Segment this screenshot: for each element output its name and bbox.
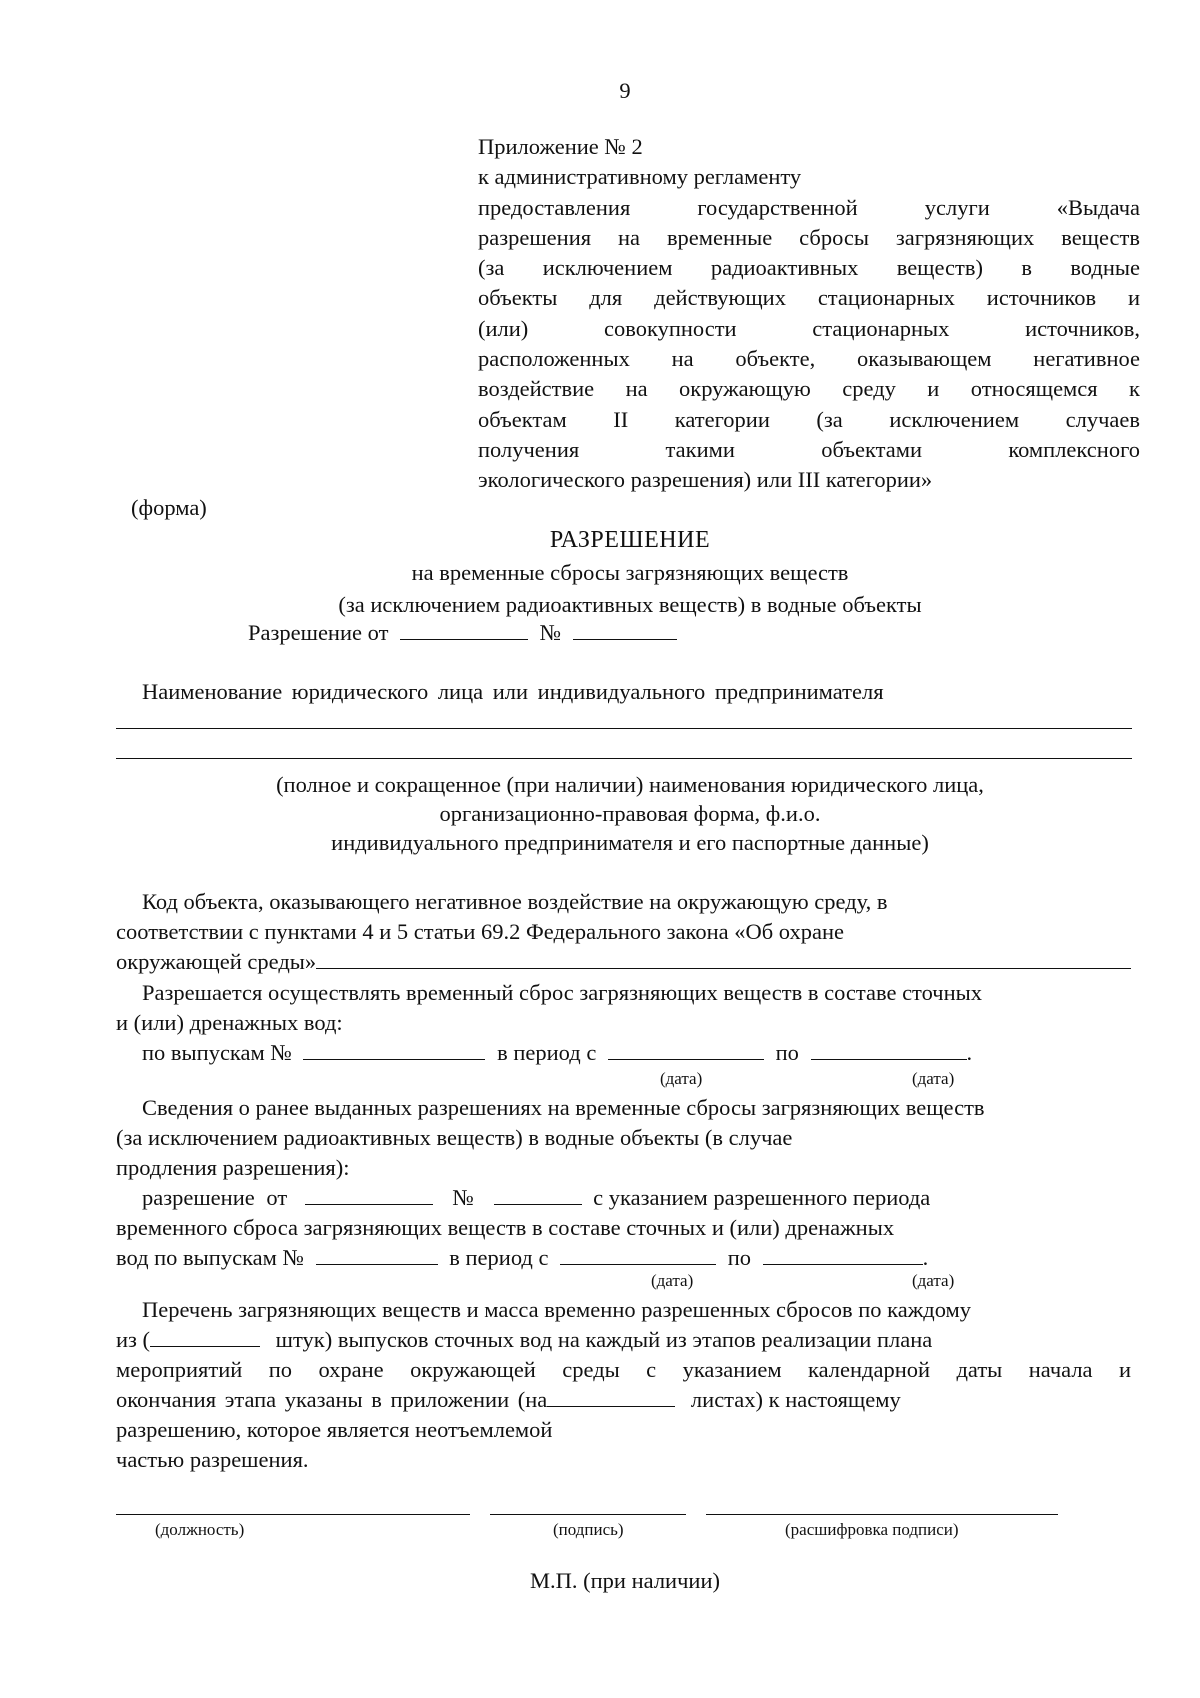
form-label: (форма)	[131, 495, 207, 520]
outlet-count-field[interactable]	[150, 1328, 260, 1347]
pollutant-list-paragraph: Перечень загрязняющих веществ и масса временно разрешенных сбросов по каждому из ( штук) выпусков сточных вод на каждый из этапов реализации плана мероприятий по охране окружающей среды с указанием календарной даты начала и окончания этапа указаны в приложении (на листах) к настоящему разрешению, которое является неотъемлемой частью разрешения.	[116, 1297, 1131, 1472]
period-start-field[interactable]	[608, 1041, 764, 1060]
permit-from-label: Разрешение от	[248, 620, 389, 645]
appendix-line: экологического разрешения) или III категории»	[478, 467, 933, 493]
entity-name-field[interactable]	[116, 758, 1132, 759]
previous-permit-date-field[interactable]	[305, 1186, 433, 1205]
appendix-line: предоставления государственной услуги «Выдача	[478, 194, 1140, 220]
entity-note-line: (полное и сокращенное (при наличии) наименования юридического лица,	[276, 772, 984, 797]
period-end-field[interactable]	[811, 1041, 967, 1060]
appendix-line: к административному регламенту	[478, 164, 802, 190]
appendix-line: Приложение № 2	[478, 134, 643, 159]
object-code-field[interactable]	[316, 950, 1131, 969]
appendix-line: (за исключением радиоактивных веществ) в водные	[478, 255, 1140, 281]
document-title: РАЗРЕШЕНИЕ	[549, 527, 711, 553]
position-signature-field[interactable]	[116, 1514, 470, 1515]
entity-note-line: организационно-правовая форма, ф.и.о.	[439, 801, 821, 826]
appendix-sheets-field[interactable]	[547, 1388, 675, 1407]
date-caption: (дата)	[912, 1069, 955, 1088]
permit-date-field[interactable]	[400, 621, 528, 640]
previous-permit-number-field[interactable]	[494, 1186, 582, 1205]
date-caption: (дата)	[660, 1069, 703, 1088]
appendix-line: объектам II категории (за исключением случаев	[478, 406, 1140, 432]
date-caption: (дата)	[651, 1271, 694, 1290]
appendix-line: воздействие на окружающую среду и относящемся к	[478, 376, 1140, 402]
signature-decode-field[interactable]	[706, 1514, 1058, 1515]
position-caption: (должность)	[155, 1520, 245, 1539]
page-number: 9	[619, 78, 631, 103]
previous-permits-paragraph: Сведения о ранее выданных разрешениях на временные сбросы загрязняющих веществ (за исключением радиоактивных веществ) в водные объекты (в случае продления разрешения): разрешение от № с указанием разрешенного периода временного сброса загрязняющих веществ в составе сточных и (или) дренажных вод по выпускам № в период с по .	[116, 1095, 985, 1270]
permit-date-number-line	[248, 620, 677, 646]
appendix-line: (или) совокупности стационарных источников,	[478, 315, 1140, 341]
document-subtitle: на временные сбросы загрязняющих веществ	[411, 560, 849, 585]
previous-period-start-field[interactable]	[560, 1246, 716, 1265]
entity-name-field[interactable]	[116, 728, 1132, 729]
allowed-paragraph: Разрешается осуществлять временный сброс загрязняющих веществ в составе сточных и (или) дренажных вод: по выпускам № в период с по .	[116, 980, 982, 1065]
previous-period-end-field[interactable]	[763, 1246, 923, 1265]
document-subtitle: (за исключением радиоактивных веществ) в водные объекты	[338, 592, 922, 617]
signature-decode-caption: (расшифровка подписи)	[785, 1520, 959, 1539]
outlet-number-field[interactable]	[303, 1041, 485, 1060]
appendix-line: объекты для действующих стационарных источников и	[478, 285, 1140, 311]
previous-outlet-number-field[interactable]	[316, 1246, 438, 1265]
appendix-header	[478, 132, 1140, 496]
stamp-note: М.П. (при наличии)	[530, 1568, 720, 1593]
entity-note-line: индивидуального предпринимателя и его паспортные данные)	[331, 830, 929, 855]
signature-caption: (подпись)	[553, 1520, 624, 1539]
number-sign: №	[539, 620, 562, 645]
entity-name-label: Наименование юридического лица или индивидуального предпринимателя	[142, 679, 884, 704]
signature-field[interactable]	[490, 1514, 686, 1515]
appendix-line: разрешения на временные сбросы загрязняющих веществ	[478, 224, 1140, 250]
appendix-line: получения такими объектами комплексного	[478, 436, 1140, 462]
permit-number-field[interactable]	[573, 621, 677, 640]
date-caption: (дата)	[912, 1271, 955, 1290]
object-code-paragraph: Код объекта, оказывающего негативное воздействие на окружающую среду, в соответствии с пунктами 4 и 5 статьи 69.2 Федерального закона «Об охране окружающей среды»	[116, 887, 1131, 977]
appendix-line: расположенных на объекте, оказывающем негативное	[478, 346, 1140, 372]
